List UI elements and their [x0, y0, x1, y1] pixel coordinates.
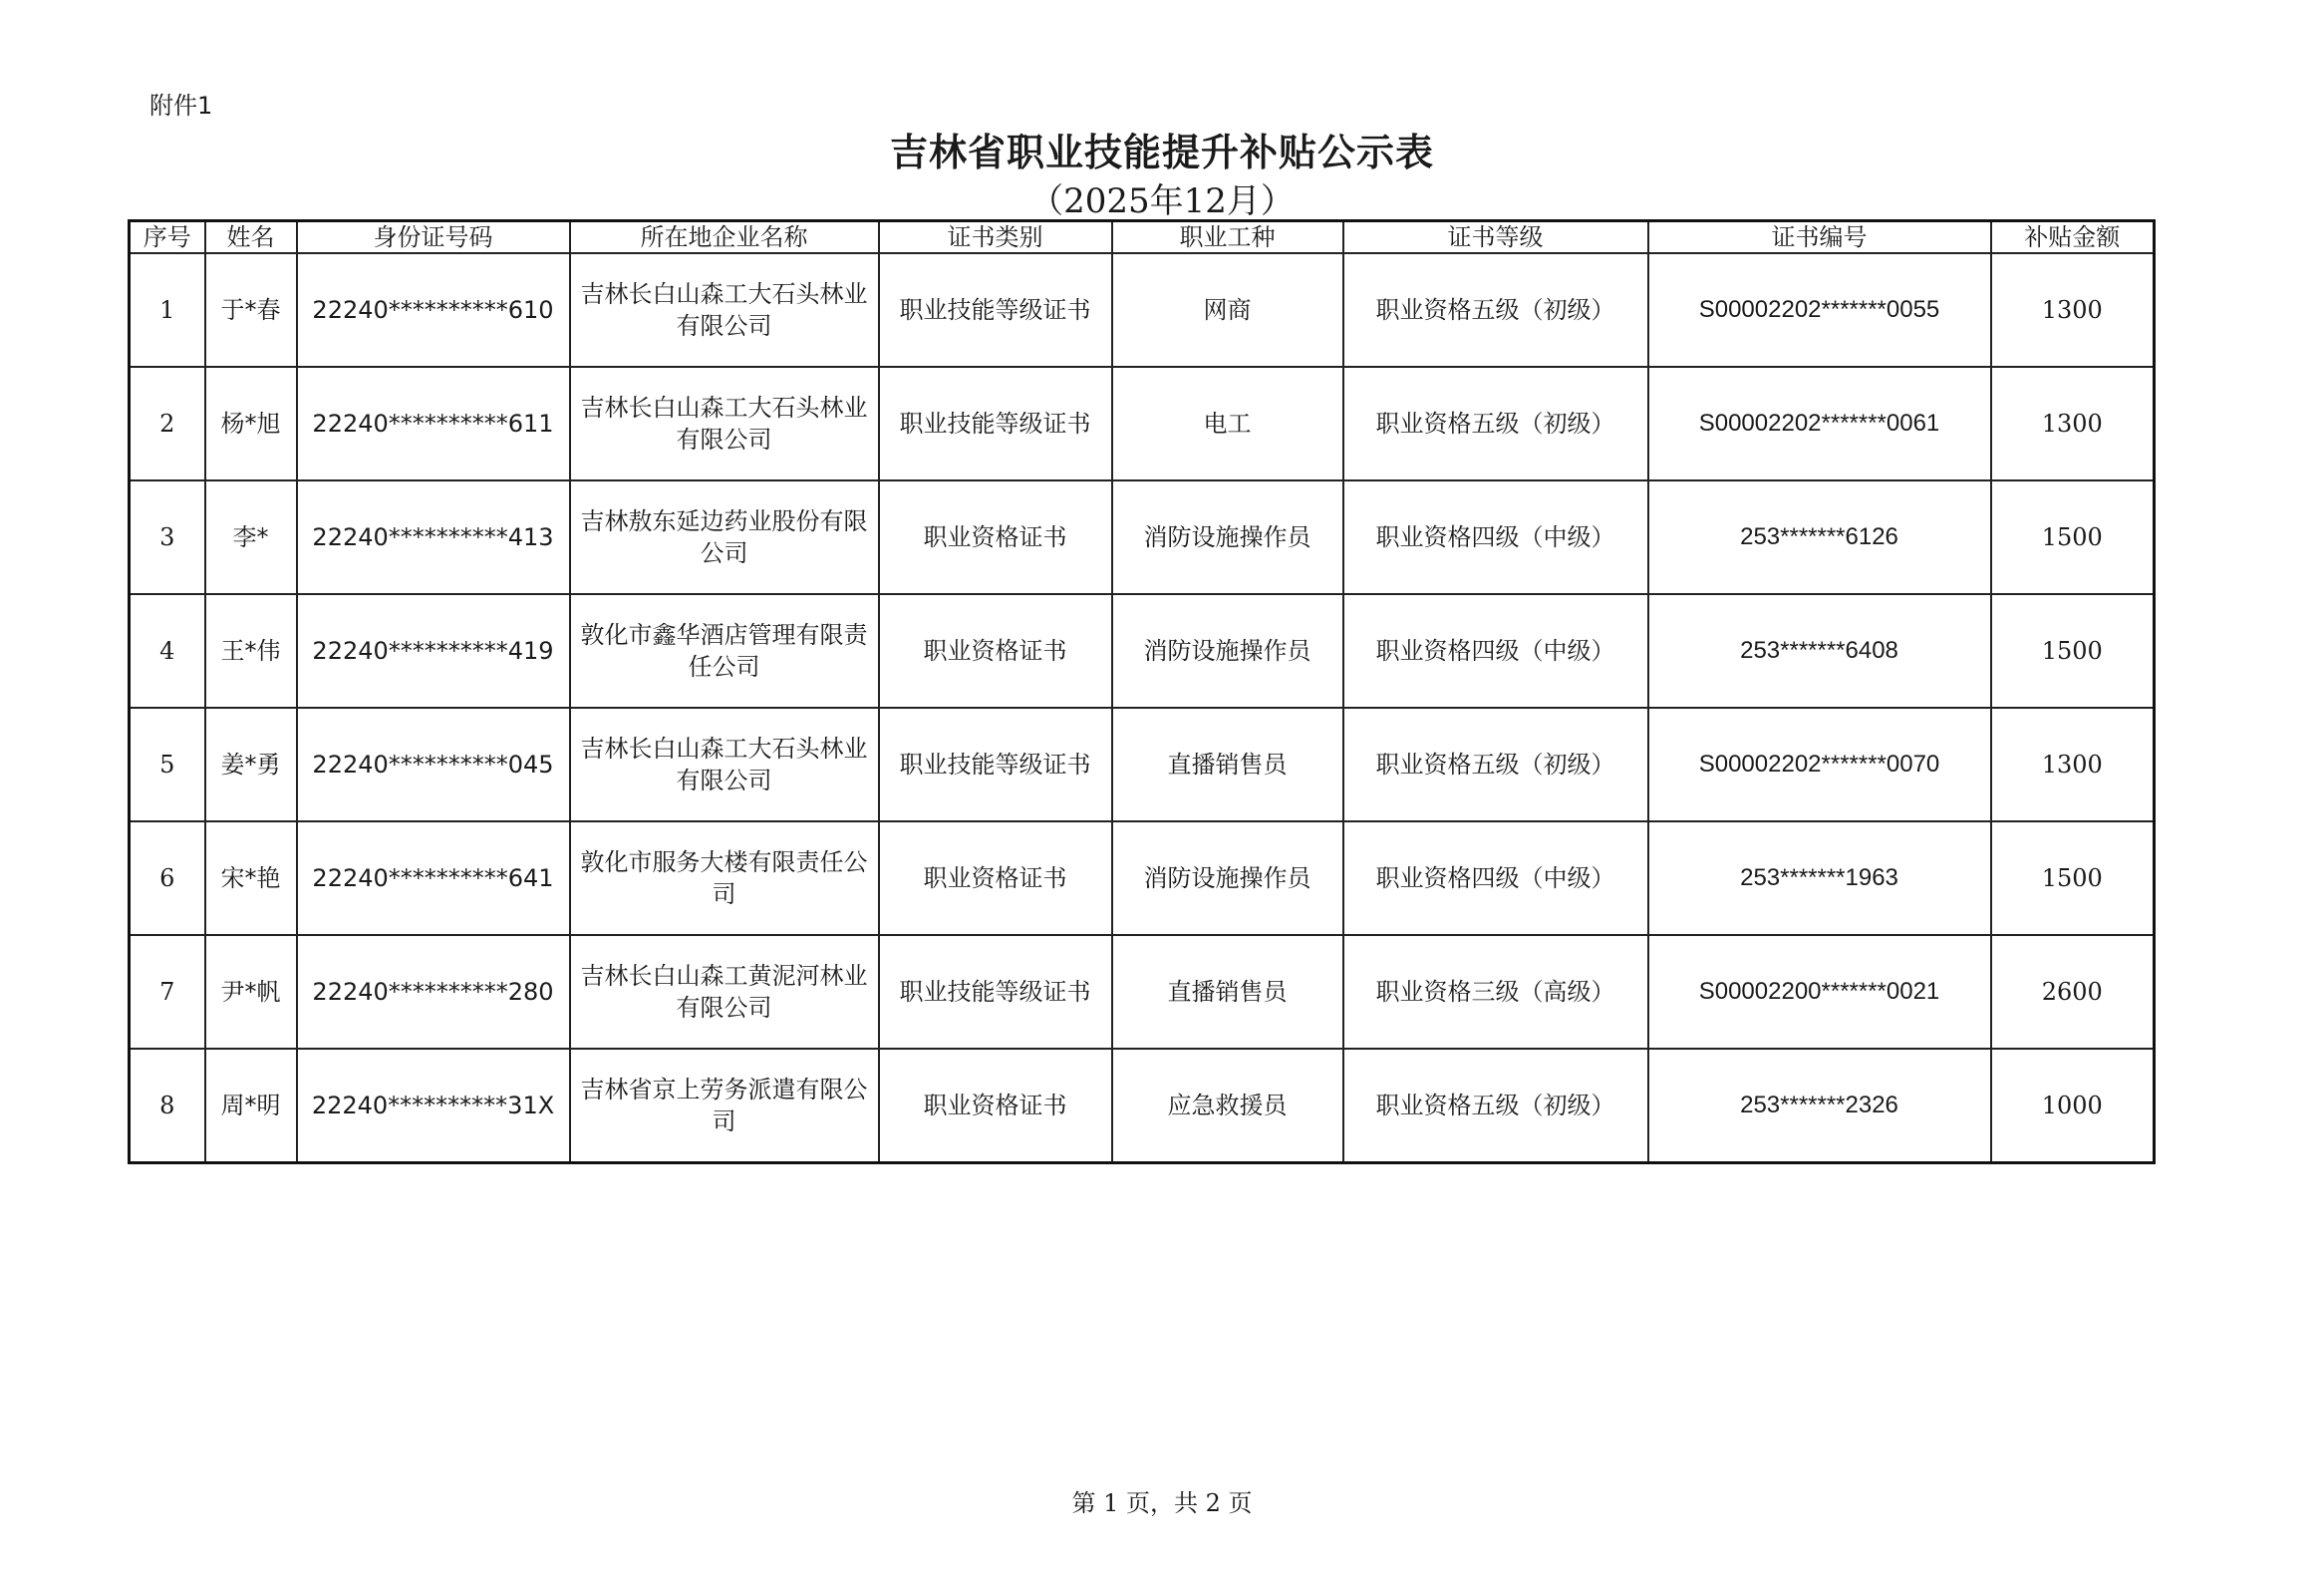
cell-occupation: 消防设施操作员 [1112, 594, 1343, 708]
column-header-certificate-number: 证书编号 [1648, 221, 1991, 254]
cell-company: 吉林长白山森工黄泥河林业有限公司 [570, 935, 879, 1049]
table-row [130, 1049, 2155, 1163]
cell-certificate-number: 253*******6408 [1648, 594, 1991, 708]
cell-certificate-number: S00002202*******0061 [1648, 367, 1991, 480]
cell-id-number: 22240**********413 [297, 480, 570, 594]
table-row [130, 821, 2155, 935]
cell-certificate-number: S00002202*******0055 [1648, 253, 1991, 367]
cell-occupation: 直播销售员 [1112, 708, 1343, 821]
column-header-name: 姓名 [205, 221, 297, 254]
column-header-index: 序号 [130, 221, 205, 254]
cell-certificate-number: S00002200*******0021 [1648, 935, 1991, 1049]
cell-name: 王*伟 [205, 594, 297, 708]
cell-occupation: 消防设施操作员 [1112, 480, 1343, 594]
table-row [130, 480, 2155, 594]
cell-occupation: 电工 [1112, 367, 1343, 480]
cell-certificate-number: S00002202*******0070 [1648, 708, 1991, 821]
cell-index: 4 [130, 594, 205, 708]
attachment-label: 附件1 [149, 92, 213, 120]
table-row [130, 594, 2155, 708]
column-header-certificate-type: 证书类别 [879, 221, 1112, 254]
cell-index: 3 [130, 480, 205, 594]
table-row [130, 367, 2155, 480]
subsidy-table [128, 219, 2156, 1164]
cell-index: 1 [130, 253, 205, 367]
cell-certificate-number: 253*******1963 [1648, 821, 1991, 935]
cell-occupation: 直播销售员 [1112, 935, 1343, 1049]
cell-certificate-level: 职业资格三级（高级） [1343, 935, 1648, 1049]
cell-subsidy-amount: 2600 [1991, 935, 2155, 1049]
cell-occupation: 消防设施操作员 [1112, 821, 1343, 935]
cell-certificate-level: 职业资格四级（中级） [1343, 480, 1648, 594]
cell-id-number: 22240**********610 [297, 253, 570, 367]
cell-subsidy-amount: 1300 [1991, 367, 2155, 480]
cell-id-number: 22240**********31X [297, 1049, 570, 1163]
cell-name: 杨*旭 [205, 367, 297, 480]
cell-certificate-level: 职业资格四级（中级） [1343, 821, 1648, 935]
cell-company: 吉林敖东延边药业股份有限公司 [570, 480, 879, 594]
cell-subsidy-amount: 1300 [1991, 253, 2155, 367]
cell-name: 李* [205, 480, 297, 594]
table-row [130, 935, 2155, 1049]
cell-index: 5 [130, 708, 205, 821]
cell-certificate-type: 职业资格证书 [879, 821, 1112, 935]
cell-id-number: 22240**********611 [297, 367, 570, 480]
cell-company: 吉林长白山森工大石头林业有限公司 [570, 367, 879, 480]
cell-company: 敦化市服务大楼有限责任公司 [570, 821, 879, 935]
cell-company: 吉林长白山森工大石头林业有限公司 [570, 708, 879, 821]
cell-index: 6 [130, 821, 205, 935]
cell-name: 周*明 [205, 1049, 297, 1163]
cell-company: 敦化市鑫华酒店管理有限责任公司 [570, 594, 879, 708]
cell-subsidy-amount: 1000 [1991, 1049, 2155, 1163]
cell-occupation: 应急救援员 [1112, 1049, 1343, 1163]
cell-certificate-number: 253*******2326 [1648, 1049, 1991, 1163]
cell-name: 宋*艳 [205, 821, 297, 935]
table-row [130, 253, 2155, 367]
cell-name: 姜*勇 [205, 708, 297, 821]
cell-subsidy-amount: 1500 [1991, 480, 2155, 594]
cell-id-number: 22240**********280 [297, 935, 570, 1049]
table-header-row [130, 221, 2155, 254]
cell-occupation: 网商 [1112, 253, 1343, 367]
cell-subsidy-amount: 1300 [1991, 708, 2155, 821]
cell-certificate-type: 职业技能等级证书 [879, 935, 1112, 1049]
column-header-certificate-level: 证书等级 [1343, 221, 1648, 254]
cell-company: 吉林省京上劳务派遣有限公司 [570, 1049, 879, 1163]
document-title: 吉林省职业技能提升补贴公示表 [889, 131, 1434, 174]
cell-certificate-type: 职业技能等级证书 [879, 367, 1112, 480]
cell-subsidy-amount: 1500 [1991, 821, 2155, 935]
cell-certificate-level: 职业资格五级（初级） [1343, 367, 1648, 480]
cell-certificate-type: 职业技能等级证书 [879, 253, 1112, 367]
cell-subsidy-amount: 1500 [1991, 594, 2155, 708]
page-indicator: 第 1 页，共 2 页 [1071, 1489, 1253, 1517]
column-header-id-number: 身份证号码 [297, 221, 570, 254]
cell-certificate-level: 职业资格五级（初级） [1343, 708, 1648, 821]
cell-certificate-type: 职业技能等级证书 [879, 708, 1112, 821]
cell-certificate-level: 职业资格四级（中级） [1343, 594, 1648, 708]
cell-id-number: 22240**********045 [297, 708, 570, 821]
cell-certificate-level: 职业资格五级（初级） [1343, 1049, 1648, 1163]
cell-index: 2 [130, 367, 205, 480]
cell-index: 7 [130, 935, 205, 1049]
document-subtitle: （2025年12月） [1029, 181, 1295, 221]
table-row [130, 708, 2155, 821]
column-header-subsidy-amount: 补贴金额 [1991, 221, 2155, 254]
cell-certificate-type: 职业资格证书 [879, 480, 1112, 594]
cell-index: 8 [130, 1049, 205, 1163]
cell-certificate-level: 职业资格五级（初级） [1343, 253, 1648, 367]
column-header-occupation: 职业工种 [1112, 221, 1343, 254]
cell-company: 吉林长白山森工大石头林业有限公司 [570, 253, 879, 367]
cell-certificate-type: 职业资格证书 [879, 594, 1112, 708]
cell-id-number: 22240**********641 [297, 821, 570, 935]
column-header-company: 所在地企业名称 [570, 221, 879, 254]
cell-id-number: 22240**********419 [297, 594, 570, 708]
cell-name: 尹*帆 [205, 935, 297, 1049]
cell-name: 于*春 [205, 253, 297, 367]
cell-certificate-type: 职业资格证书 [879, 1049, 1112, 1163]
cell-certificate-number: 253*******6126 [1648, 480, 1991, 594]
